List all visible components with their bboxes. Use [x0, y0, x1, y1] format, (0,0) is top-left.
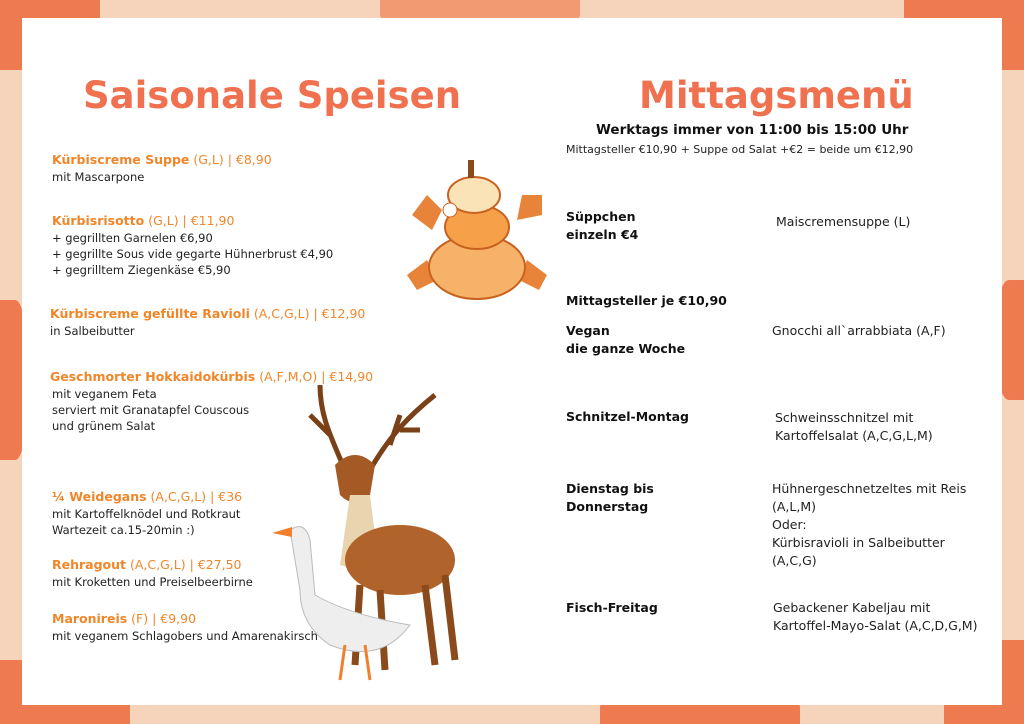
dish-value: Kartoffelsalat (A,C,G,L,M)	[775, 428, 933, 443]
dish-allergens-price: (A,C,G,L) | €27,50	[126, 557, 242, 572]
left-title: Saisonale Speisen	[83, 74, 462, 117]
dish-value: Gebackener Kabeljau mit	[773, 600, 931, 615]
opening-hours: Werktags immer von 11:00 bis 15:00 Uhr	[596, 122, 909, 138]
dish-description: + gegrillten Garnelen €6,90	[52, 231, 213, 245]
dish-value: Schweinsschnitzel mit	[775, 410, 914, 425]
dish-description: serviert mit Granatapfel Couscous	[52, 403, 250, 417]
day-label: Fisch-Freitag	[566, 600, 658, 615]
day-label: Schnitzel-Montag	[566, 409, 689, 424]
dish-name: Rehragout	[52, 557, 127, 572]
pricing-note: Mittagsteller €10,90 + Suppe od Salat +€2 = beide um €12,90	[566, 143, 914, 156]
dish-name: Geschmorter Hokkaidokürbis	[50, 369, 256, 384]
day-label: Dienstag bis	[566, 481, 654, 496]
dish-value: Kürbisravioli in Salbeibutter	[772, 535, 945, 550]
dish-name-line	[52, 213, 234, 228]
deer-and-goose-illustration	[260, 375, 460, 685]
dish-allergens-price: (F) | €9,90	[127, 611, 197, 626]
dish-name-line	[52, 611, 196, 626]
dish-value: (A,L,M)	[772, 499, 817, 514]
dish-description: mit veganem Feta	[52, 387, 157, 401]
day-label: Donnerstag	[566, 499, 649, 514]
section-heading: Mittagsteller je €10,90	[566, 293, 727, 308]
dish-allergens-price: (A,C,G,L) | €36	[146, 489, 243, 504]
dish-description: Wartezeit ca.15-20min :)	[52, 523, 195, 537]
day-label: die ganze Woche	[566, 341, 686, 356]
dish-description: mit Kroketten und Preiselbeerbirne	[52, 575, 253, 589]
pumpkin-illustration	[402, 155, 552, 305]
dish-name-line	[52, 152, 272, 167]
dish-value: Maiscremensuppe (L)	[776, 214, 911, 229]
dish-description: und grünem Salat	[52, 419, 156, 433]
dish-description: mit veganem Schlagobers und Amarenakirsch	[52, 629, 318, 643]
dish-allergens-price: (G,L) | €11,90	[144, 213, 235, 228]
dish-allergens-price: (G,L) | €8,90	[189, 152, 272, 167]
dish-description: mit Kartoffelknödel und Rotkraut	[52, 507, 241, 521]
dish-description: mit Mascarpone	[52, 170, 145, 184]
dish-name: Kürbiscreme Suppe	[52, 152, 190, 167]
dish-description: + gegrilltem Ziegenkäse €5,90	[52, 263, 231, 277]
dish-value: Gnocchi all`arrabbiata (A,F)	[772, 323, 946, 338]
dish-value: Kartoffel-Mayo-Salat (A,C,D,G,M)	[773, 618, 978, 633]
right-title: Mittagsmenü	[639, 74, 914, 117]
dish-name: Maronireis	[52, 611, 128, 626]
day-label: Süppchen	[566, 209, 636, 224]
day-label: einzeln €4	[566, 227, 639, 242]
dish-value: Oder:	[772, 517, 807, 532]
dish-name-line	[52, 557, 242, 572]
dish-allergens-price: (A,F,M,O) | €14,90	[255, 369, 374, 384]
dish-description: + gegrillte Sous vide gegarte Hühnerbrust €4,90	[52, 247, 334, 261]
dish-allergens-price: (A,C,G,L) | €12,90	[249, 306, 366, 321]
dish-value: (A,C,G)	[772, 553, 817, 568]
dish-name: ¼ Weidegans	[52, 489, 147, 504]
dish-description: in Salbeibutter	[50, 324, 135, 338]
dish-name: Kürbisrisotto	[52, 213, 145, 228]
dish-name-line	[50, 306, 365, 321]
dish-value: Hühnergeschnetzeltes mit Reis	[772, 481, 967, 496]
day-label: Vegan	[566, 323, 610, 338]
dish-name-line	[52, 489, 242, 504]
dish-name: Kürbiscreme gefüllte Ravioli	[50, 306, 250, 321]
